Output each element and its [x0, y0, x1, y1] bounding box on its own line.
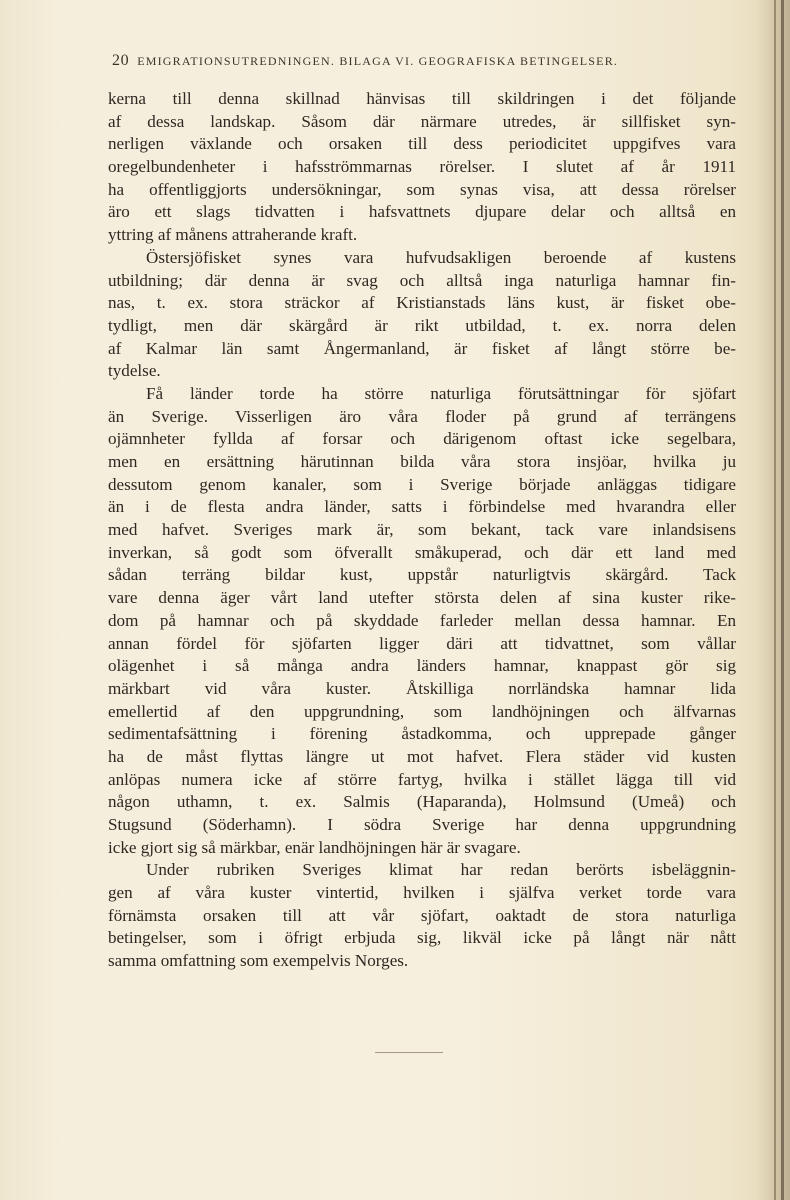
text-line: ojämnheter fyllda af forsar och därigenom oftast icke segelbara,	[108, 429, 736, 449]
page-edge-line	[774, 0, 776, 1200]
text-line: nerligen växlande och orsaken till dess periodicitet uppgifves vara	[108, 134, 736, 154]
text-line: samma omfattning som exempelvis Norges.	[108, 951, 409, 971]
text-line: sedimentafsättning i förening åstadkomma, och upprepade gånger	[108, 724, 736, 744]
page-number: 20	[112, 52, 130, 69]
text-line: kerna till denna skillnad hänvisas till skildringen i det följande	[108, 89, 736, 108]
text-line: dom på hamnar och på skyddade farleder mellan dessa hamnar. En	[108, 610, 736, 630]
text-line: än Sverige. Visserligen äro våra floder på grund af terrängens	[108, 406, 736, 426]
text-line: betingelser, som i öfrigt erbjuda sig, likväl icke på långt när nått	[108, 928, 736, 948]
text-line: annan fördel för sjöfarten ligger däri att tidvattnet, som vållar	[108, 633, 736, 653]
text-line: sådan terräng bildar kust, uppstår naturligtvis skärgård. Tack	[108, 565, 736, 585]
end-rule	[375, 1052, 443, 1053]
text-line: med hafvet. Sveriges mark är, som bekant, tack vare inlandsisens	[108, 520, 736, 540]
text-line: Under rubriken Sveriges klimat har redan berörts isbeläggnin-	[146, 860, 736, 880]
text-line: emellertid af den uppgrundning, som landhöjningen och älfvarnas	[108, 701, 736, 721]
text-line: anlöpas numera icke af större fartyg, hvilka i stället lägga till vid	[108, 769, 736, 789]
text-line: utbildning; där denna är svag och alltså inga naturliga hamnar fin-	[108, 270, 736, 290]
text-line: märkbart vid våra kuster. Åtskilliga norrländska hamnar lida	[108, 678, 736, 698]
text-line: yttring af månens attraherande kraft.	[108, 225, 358, 245]
text-line: af Kalmar län samt Ångermanland, är fisket af långt större be-	[108, 338, 736, 358]
text-line: ha de måst flyttas längre ut mot hafvet. Flera städer vid kusten	[108, 746, 736, 766]
text-line: dessutom genom kanaler, som i Sverige började anläggas tidigare	[108, 474, 736, 494]
text-line: nas, t. ex. stora sträckor af Kristianstads läns kust, är fisket obe-	[108, 293, 736, 313]
paragraph-3	[108, 383, 736, 859]
text-line: tydligt, men där skärgård är rikt utbildad, t. ex. norra delen	[108, 315, 736, 335]
page-edge-line-outer	[781, 0, 784, 1200]
text-line: någon uthamn, t. ex. Salmis (Haparanda), Holmsund (Umeå) och	[108, 792, 736, 812]
body-text	[108, 88, 736, 973]
text-line: Stugsund (Söderhamn). I södra Sverige har denna uppgrundning	[108, 815, 736, 834]
text-line: af dessa landskap. Såsom där närmare utredes, är sillfisket syn-	[108, 111, 736, 131]
text-line: gen af våra kuster vintertid, hvilken i själfva verket torde vara	[108, 883, 736, 903]
text-line: äro ett slags tidvatten i hafsvattnets djupare delar och alltså en	[108, 202, 736, 222]
page-edge-shadow	[756, 0, 790, 1200]
text-line: Få länder torde ha större naturliga förutsättningar för sjöfart	[146, 383, 736, 403]
text-line: oregelbundenheter i hafsströmmarnas rörelser. I slutet af år 1911	[108, 157, 736, 177]
text-line: förnämsta orsaken till att vår sjöfart, oaktadt de stora naturliga	[108, 905, 736, 925]
text-line: Östersjöfisket synes vara hufvudsakligen beroende af kustens	[146, 247, 736, 267]
text-line: icke gjort sig så märkbar, enär landhöjningen här är svagare.	[108, 837, 521, 857]
text-line: tydelse.	[108, 361, 161, 381]
text-line: men en ersättning härutinnan bilda våra stora insjöar, hvilka ju	[108, 452, 736, 471]
text-line: vare denna äger vårt land utefter största delen af sina kuster rike-	[108, 588, 736, 608]
text-line: inverkan, så godt som öfverallt småkuperad, och där ett land med	[108, 542, 736, 562]
paragraph-4	[108, 859, 736, 972]
paragraph-2	[108, 247, 736, 383]
running-head	[112, 52, 724, 74]
text-line: ha offentliggjorts undersökningar, som synas visa, att dessa rörelser	[108, 179, 736, 199]
paragraph-1	[108, 88, 736, 247]
text-line: än i de flesta andra länder, satts i förbindelse med hvarandra eller	[108, 497, 736, 517]
running-head-title: EMIGRATIONSUTREDNINGEN. BILAGA VI. GEOGRAFISKA BETINGELSER.	[137, 54, 619, 68]
text-line: olägenhet i så många andra länders hamnar, knappast gör sig	[108, 656, 736, 676]
